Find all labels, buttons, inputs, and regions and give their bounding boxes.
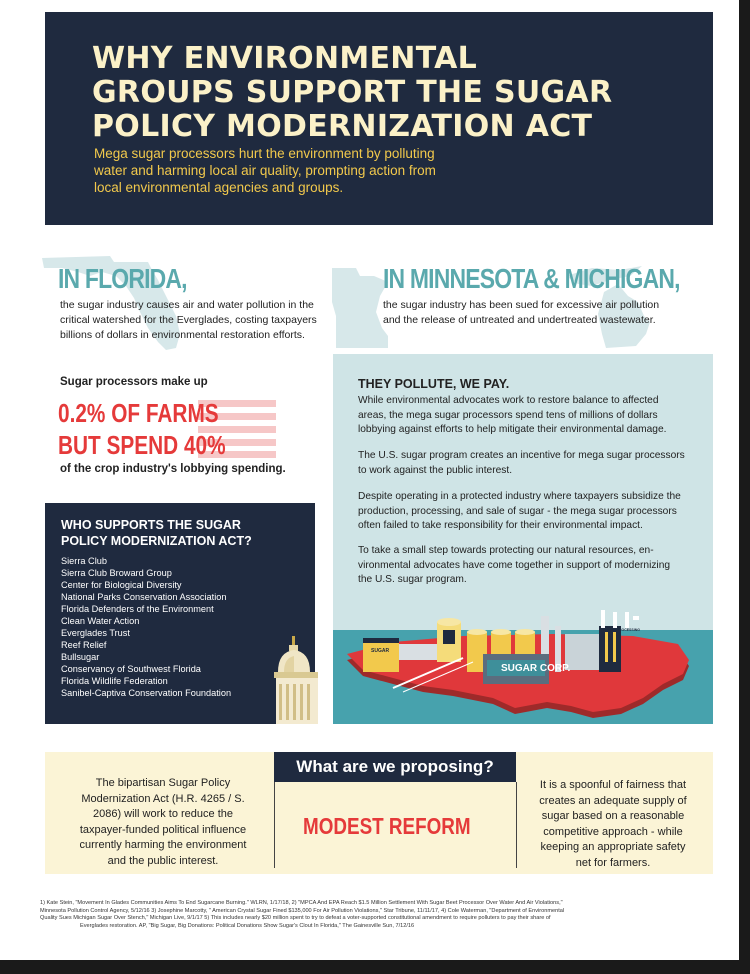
pollute-paragraph-3: Despite operating in a protected industry where taxpayers subsidize the production, processing, and sale of sugar - the mega sugar processors often failed to take responsibility for their environmental impact. [358,491,681,531]
supporter-item: Florida Defenders of the Environment [61,604,214,614]
capitol-building-icon [270,636,318,724]
header-banner [45,12,713,225]
pollute-paragraph-4: To take a small step towards protecting our natural resources, en- vironmental advocates have come together in support of modernizing the U.S. sugar program. [358,545,671,585]
florida-body: the sugar industry causes air and water pollution in the critical watershed for the Everglades, costing taxpayers billions of dollars in environmental restoration efforts. [60,299,317,341]
factory-tank-sign-label: SUGAR [371,648,390,654]
supporters-list [61,555,231,699]
factory-small-sign-label: SUGAR PROCESSING [603,628,640,632]
farms-footnote: of the crop industry's lobbying spending. [60,463,286,475]
page-edge-bottom [0,960,750,974]
divider-left [274,782,275,868]
page-edge-right [739,0,750,974]
farms-intro: Sugar processors make up [60,376,208,388]
proposing-right-text: It is a spoonful of fairness that creates an adequate supply of sugar based on a reasonable competitive approach - while keeping an appropriate safety net for farmers. [539,779,687,869]
factory-illustration [333,608,713,724]
modest-reform-label: MODEST REFORM [303,813,471,839]
page-subtitle: Mega sugar processors hurt the environment by polluting water and harming local air quality, prompting action from local environmental agencies and groups. [94,146,436,195]
supporter-item: Reef Relief [61,640,107,650]
proposing-heading: What are we proposing? [274,752,516,782]
pollute-paragraph-1: While environmental advocates work to restore balance to affected areas, the mega sugar processors spend tens of millions of dollars lobbying against efforts to help mitigate their environmental damage. [358,395,667,435]
supporter-item: Clean Water Action [61,616,140,626]
florida-heading: IN FLORIDA, [58,263,187,294]
supporter-item: Sierra Club [61,556,107,566]
factory-sign-label: SUGAR CORP. [501,663,571,674]
supporter-item: Conservancy of Southwest Florida [61,664,201,674]
pollute-title: THEY POLLUTE, WE PAY. [358,377,510,391]
supporter-item: Sanibel-Captiva Conservation Foundation [61,688,232,698]
pollute-paragraph-2: The U.S. sugar program creates an incentive for mega sugar processors to work against the public interest. [358,450,685,476]
midwest-body: the sugar industry has been sued for excessive air pollution and the release of untreated and undertreated wastewater. [383,299,660,326]
supporter-item: Florida Wildlife Federation [61,676,168,686]
page-title: WHY ENVIRONMENTAL GROUPS SUPPORT THE SUGAR POLICY MODERNIZATION ACT [92,41,613,144]
supporter-item: Center for Biological Diversity [61,580,182,590]
supporters-title: WHO SUPPORTS THE SUGAR POLICY MODERNIZATION ACT? [61,518,252,548]
supporter-item: Everglades Trust [61,628,130,638]
supporter-item: Bullsugar [61,652,100,662]
midwest-heading: IN MINNESOTA & MICHIGAN, [383,263,680,294]
proposing-left-text: The bipartisan Sugar Policy Modernization Act (H.R. 4265 / S. 2086) will work to reduce the taxpayer-funded political influence currently harming the environment and the public interest. [79,777,247,867]
farms-stat: 0.2% OF FARMS BUT SPEND 40% [58,398,226,460]
footnotes: 1) Kate Stein, "Movement In Glades Communities Aims To End Sugarcane Burning." WLRN, 1/17/18, 2) "MPCA And EPA Reach $1.5 Million Settlement With Sugar Beet Processor Over Water And Air Violations," Minnesota Pollution Control Agency, 5/12/16 3) Josephine Marcotty, " American Crystal Sugar Fined $135,000 For Air Pollution Violations," Star Tribune, 11/11/17, 4) Cole Waterman, "Department of Environmental Quality Sues Michigan Sugar Over Stench," Michigan Live, 9/1/17 5) This includes nearly $20 million spent to try to defeat a voter-supported constitutional amendment to require polluters to pay their share of Everglades restoration. AP, "Big Sugar, Big Donations: Political Donations Show Sugar's Clout In Florida," The Gainesville Sun, 7/12/16 [40,900,565,929]
supporter-item: Sierra Club Broward Group [61,568,172,578]
pollute-panel [333,354,713,724]
supporter-item: National Parks Conservation Association [61,592,227,602]
